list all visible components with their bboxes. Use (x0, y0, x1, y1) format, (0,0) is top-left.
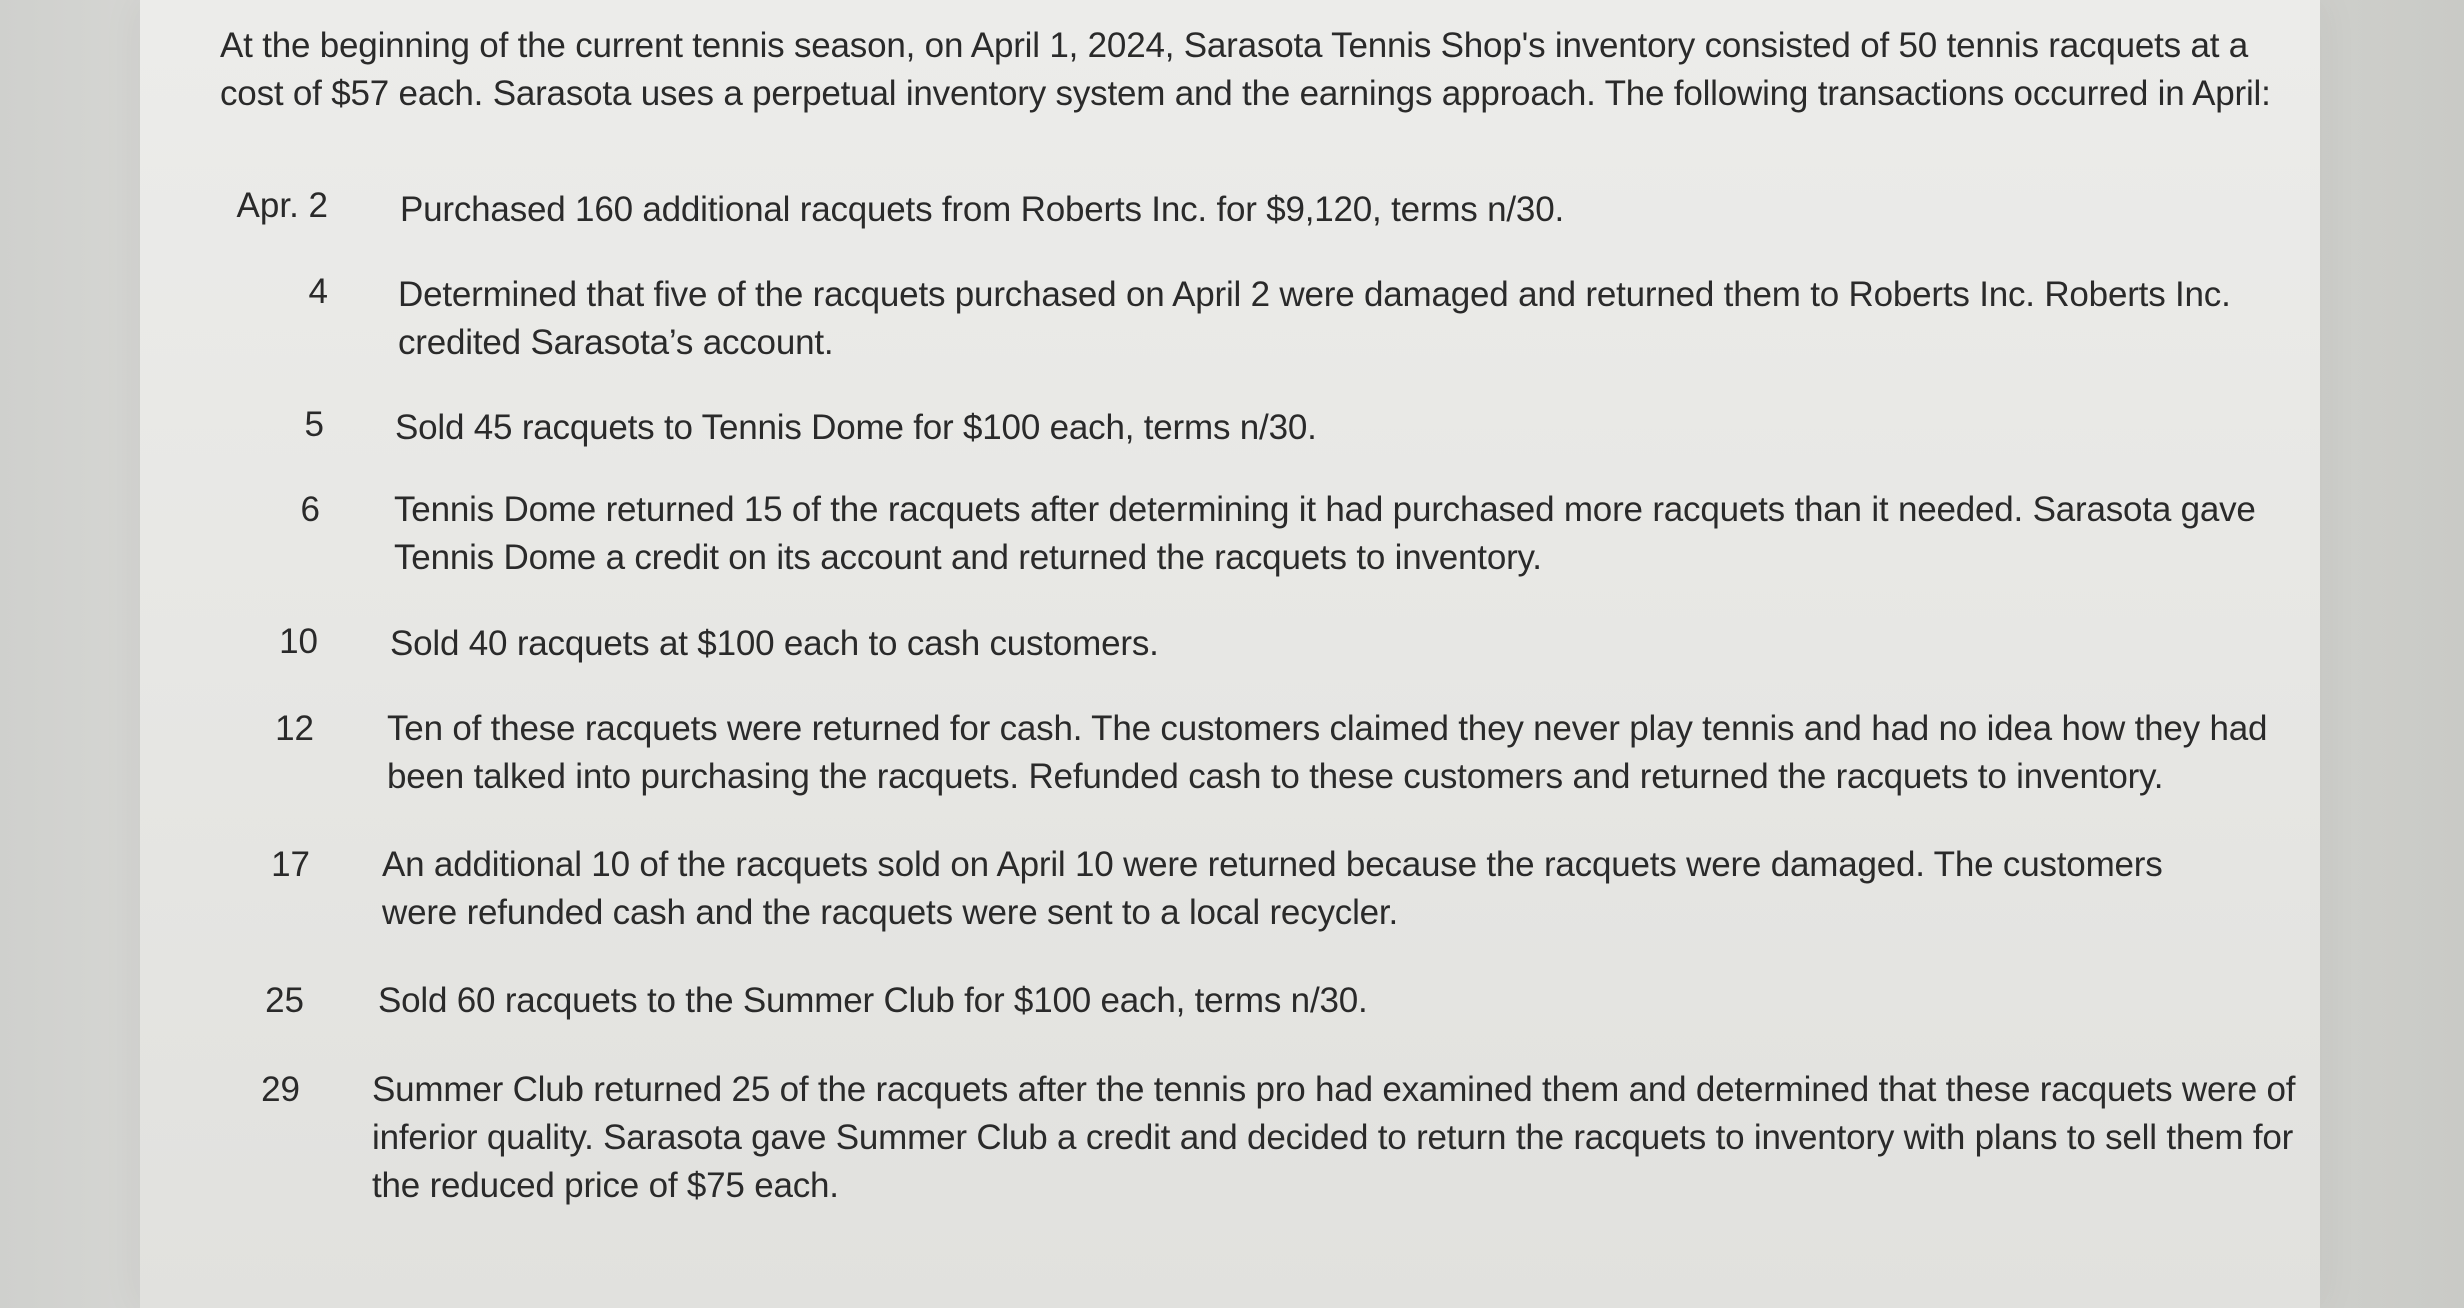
transaction-description: An additional 10 of the racquets sold on April 10 were returned because the racquets were damaged. The customers were refunded cash and the racquets were sent to a local recycler. (382, 845, 2163, 932)
transaction-date: 29 (261, 1070, 300, 1109)
transaction-date: 5 (304, 405, 324, 444)
transaction-description: Sold 45 racquets to Tennis Dome for $100 each, terms n/30. (395, 408, 1317, 447)
transaction-date: 6 (300, 490, 320, 529)
transaction-description: Summer Club returned 25 of the racquets after the tennis pro had examined them and determined that these racquets were of inferior quality. Sarasota gave Summer Club a credit and decided to return the racquets to inventory with plans to sell them for the reduced price of $75 each. (372, 1070, 2296, 1205)
transaction-date: 25 (265, 981, 304, 1020)
transaction-description: Sold 60 racquets to the Summer Club for $100 each, terms n/30. (378, 981, 1368, 1020)
problem-intro: At the beginning of the current tennis season, on April 1, 2024, Sarasota Tennis Shop's inventory consisted of 50 tennis racquets at a cost of $57 each. Sarasota uses a perpetual inventory system and the earnings approach. The following transactions occurred in April: (220, 26, 2271, 113)
transaction-description: Ten of these racquets were returned for cash. The customers claimed they never play tennis and had no idea how they had been talked into purchasing the racquets. Refunded cash to these customers and returned the racquets to inventory. (387, 709, 2268, 796)
transaction-date: Apr. 2 (236, 186, 328, 225)
transaction-description: Sold 40 racquets at $100 each to cash customers. (390, 624, 1159, 663)
transaction-description: Determined that five of the racquets purchased on April 2 were damaged and returned them to Roberts Inc. Roberts Inc. credited Sarasota’s account. (398, 275, 2231, 362)
transaction-description: Purchased 160 additional racquets from Roberts Inc. for $9,120, terms n/30. (400, 190, 1564, 229)
transaction-date: 4 (308, 272, 328, 311)
transaction-description: Tennis Dome returned 15 of the racquets after determining it had purchased more racquets than it needed. Sarasota gave Tennis Dome a credit on its account and returned the racquets to inventory. (394, 490, 2256, 577)
transaction-date: 12 (275, 709, 314, 748)
transaction-date: 10 (279, 622, 318, 661)
transaction-date: 17 (271, 845, 310, 884)
